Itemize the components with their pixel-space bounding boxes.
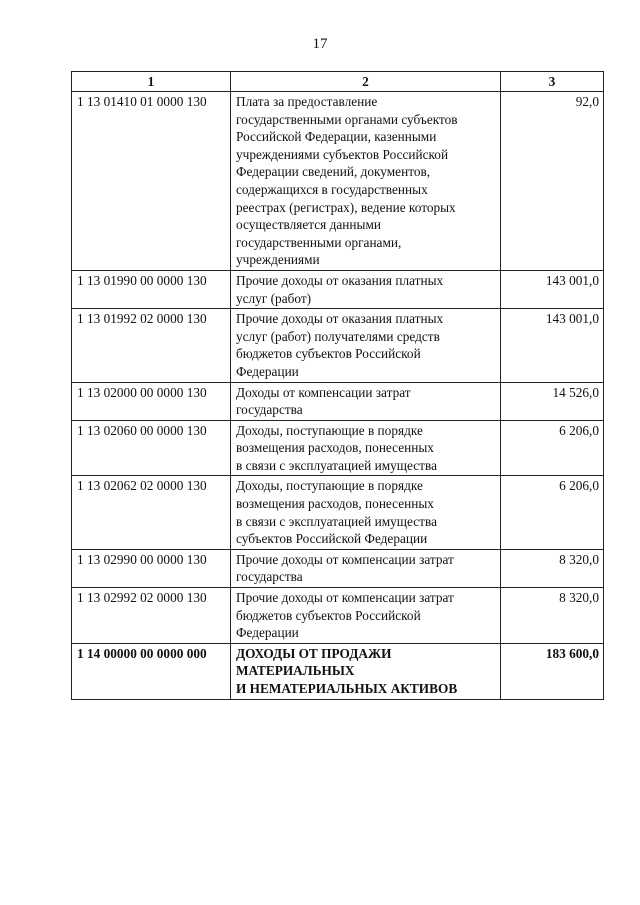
column-header-amount: 3 [501, 72, 604, 92]
description-line: содержащихся в государственных [236, 181, 428, 197]
revenue-amount: 92,0 [501, 92, 604, 271]
revenue-code: 1 13 01992 02 0000 130 [72, 309, 231, 382]
table-row [72, 382, 604, 420]
revenue-description [231, 549, 501, 587]
description-line: возмещения расходов, понесенных [236, 440, 434, 456]
description-line: И НЕМАТЕРИАЛЬНЫХ АКТИВОВ [236, 681, 458, 696]
revenue-code: 1 13 01990 00 0000 130 [72, 270, 231, 308]
description-line: Федерации [236, 363, 299, 379]
revenue-code: 1 13 02062 02 0000 130 [72, 476, 231, 549]
column-header-code: 1 [72, 72, 231, 92]
revenue-code: 1 13 02060 00 0000 130 [72, 420, 231, 476]
revenue-code: 1 14 00000 00 0000 000 [72, 643, 231, 699]
revenue-description [231, 476, 501, 549]
table-row [72, 549, 604, 587]
description-line: бюджетов субъектов Российской [236, 346, 421, 362]
description-line: Прочие доходы от компенсации затрат [236, 551, 454, 567]
revenue-code: 1 13 02992 02 0000 130 [72, 588, 231, 644]
description-line: субъектов Российской Федерации [236, 531, 428, 547]
revenue-amount: 8 320,0 [501, 588, 604, 644]
revenue-description [231, 420, 501, 476]
revenue-description [231, 270, 501, 308]
table-body [72, 92, 604, 700]
table-header-row [72, 72, 604, 92]
description-line: Доходы, поступающие в порядке [236, 422, 423, 438]
description-line: реестрах (регистрах), ведение которых [236, 199, 456, 215]
revenue-description [231, 309, 501, 382]
table-row [72, 476, 604, 549]
revenue-description [231, 382, 501, 420]
description-line: бюджетов субъектов Российской [236, 607, 421, 623]
revenue-amount: 143 001,0 [501, 309, 604, 382]
description-line: Прочие доходы от оказания платных [236, 272, 444, 288]
revenue-amount: 6 206,0 [501, 420, 604, 476]
description-line: Федерации сведений, документов, [236, 164, 431, 180]
revenue-amount: 183 600,0 [501, 643, 604, 699]
table-row [72, 270, 604, 308]
revenue-code: 1 13 02000 00 0000 130 [72, 382, 231, 420]
revenue-code: 1 13 01410 01 0000 130 [72, 92, 231, 271]
revenue-description [231, 643, 501, 699]
revenue-amount: 143 001,0 [501, 270, 604, 308]
revenue-code: 1 13 02990 00 0000 130 [72, 549, 231, 587]
revenue-amount: 14 526,0 [501, 382, 604, 420]
table-row [72, 420, 604, 476]
description-line: в связи с эксплуатацией имущества [236, 457, 437, 473]
description-line: услуг (работ) [236, 290, 312, 306]
description-line: возмещения расходов, понесенных [236, 496, 434, 512]
revenue-description [231, 92, 501, 271]
page-number: 17 [312, 36, 328, 52]
description-line: Плата за предоставление [236, 94, 378, 109]
description-line: учреждениями [236, 252, 320, 268]
revenue-table [71, 71, 604, 700]
table-row [72, 309, 604, 382]
description-line: государства [236, 569, 303, 585]
description-line: Прочие доходы от оказания платных [236, 311, 444, 327]
description-line: МАТЕРИАЛЬНЫХ [236, 663, 355, 679]
table-row [72, 588, 604, 644]
description-line: учреждениями субъектов Российской [236, 146, 449, 162]
revenue-amount: 6 206,0 [501, 476, 604, 549]
description-line: государства [236, 402, 303, 418]
description-line: государственными органами субъектов [236, 111, 458, 127]
description-line: Федерации [236, 625, 299, 641]
description-line: Доходы, поступающие в порядке [236, 478, 423, 494]
description-line: Российской Федерации, казенными [236, 129, 437, 145]
description-line: Прочие доходы от компенсации затрат [236, 590, 454, 606]
description-line: осуществляется данными [236, 217, 381, 233]
revenue-amount: 8 320,0 [501, 549, 604, 587]
revenue-description [231, 588, 501, 644]
description-line: ДОХОДЫ ОТ ПРОДАЖИ [236, 645, 392, 661]
table-row [72, 92, 604, 271]
column-header-description: 2 [231, 72, 501, 92]
description-line: государственными органами, [236, 234, 402, 250]
description-line: услуг (работ) получателями средств [236, 328, 440, 344]
description-line: Доходы от компенсации затрат [236, 384, 411, 400]
description-line: в связи с эксплуатацией имущества [236, 513, 437, 529]
table-row [72, 643, 604, 699]
